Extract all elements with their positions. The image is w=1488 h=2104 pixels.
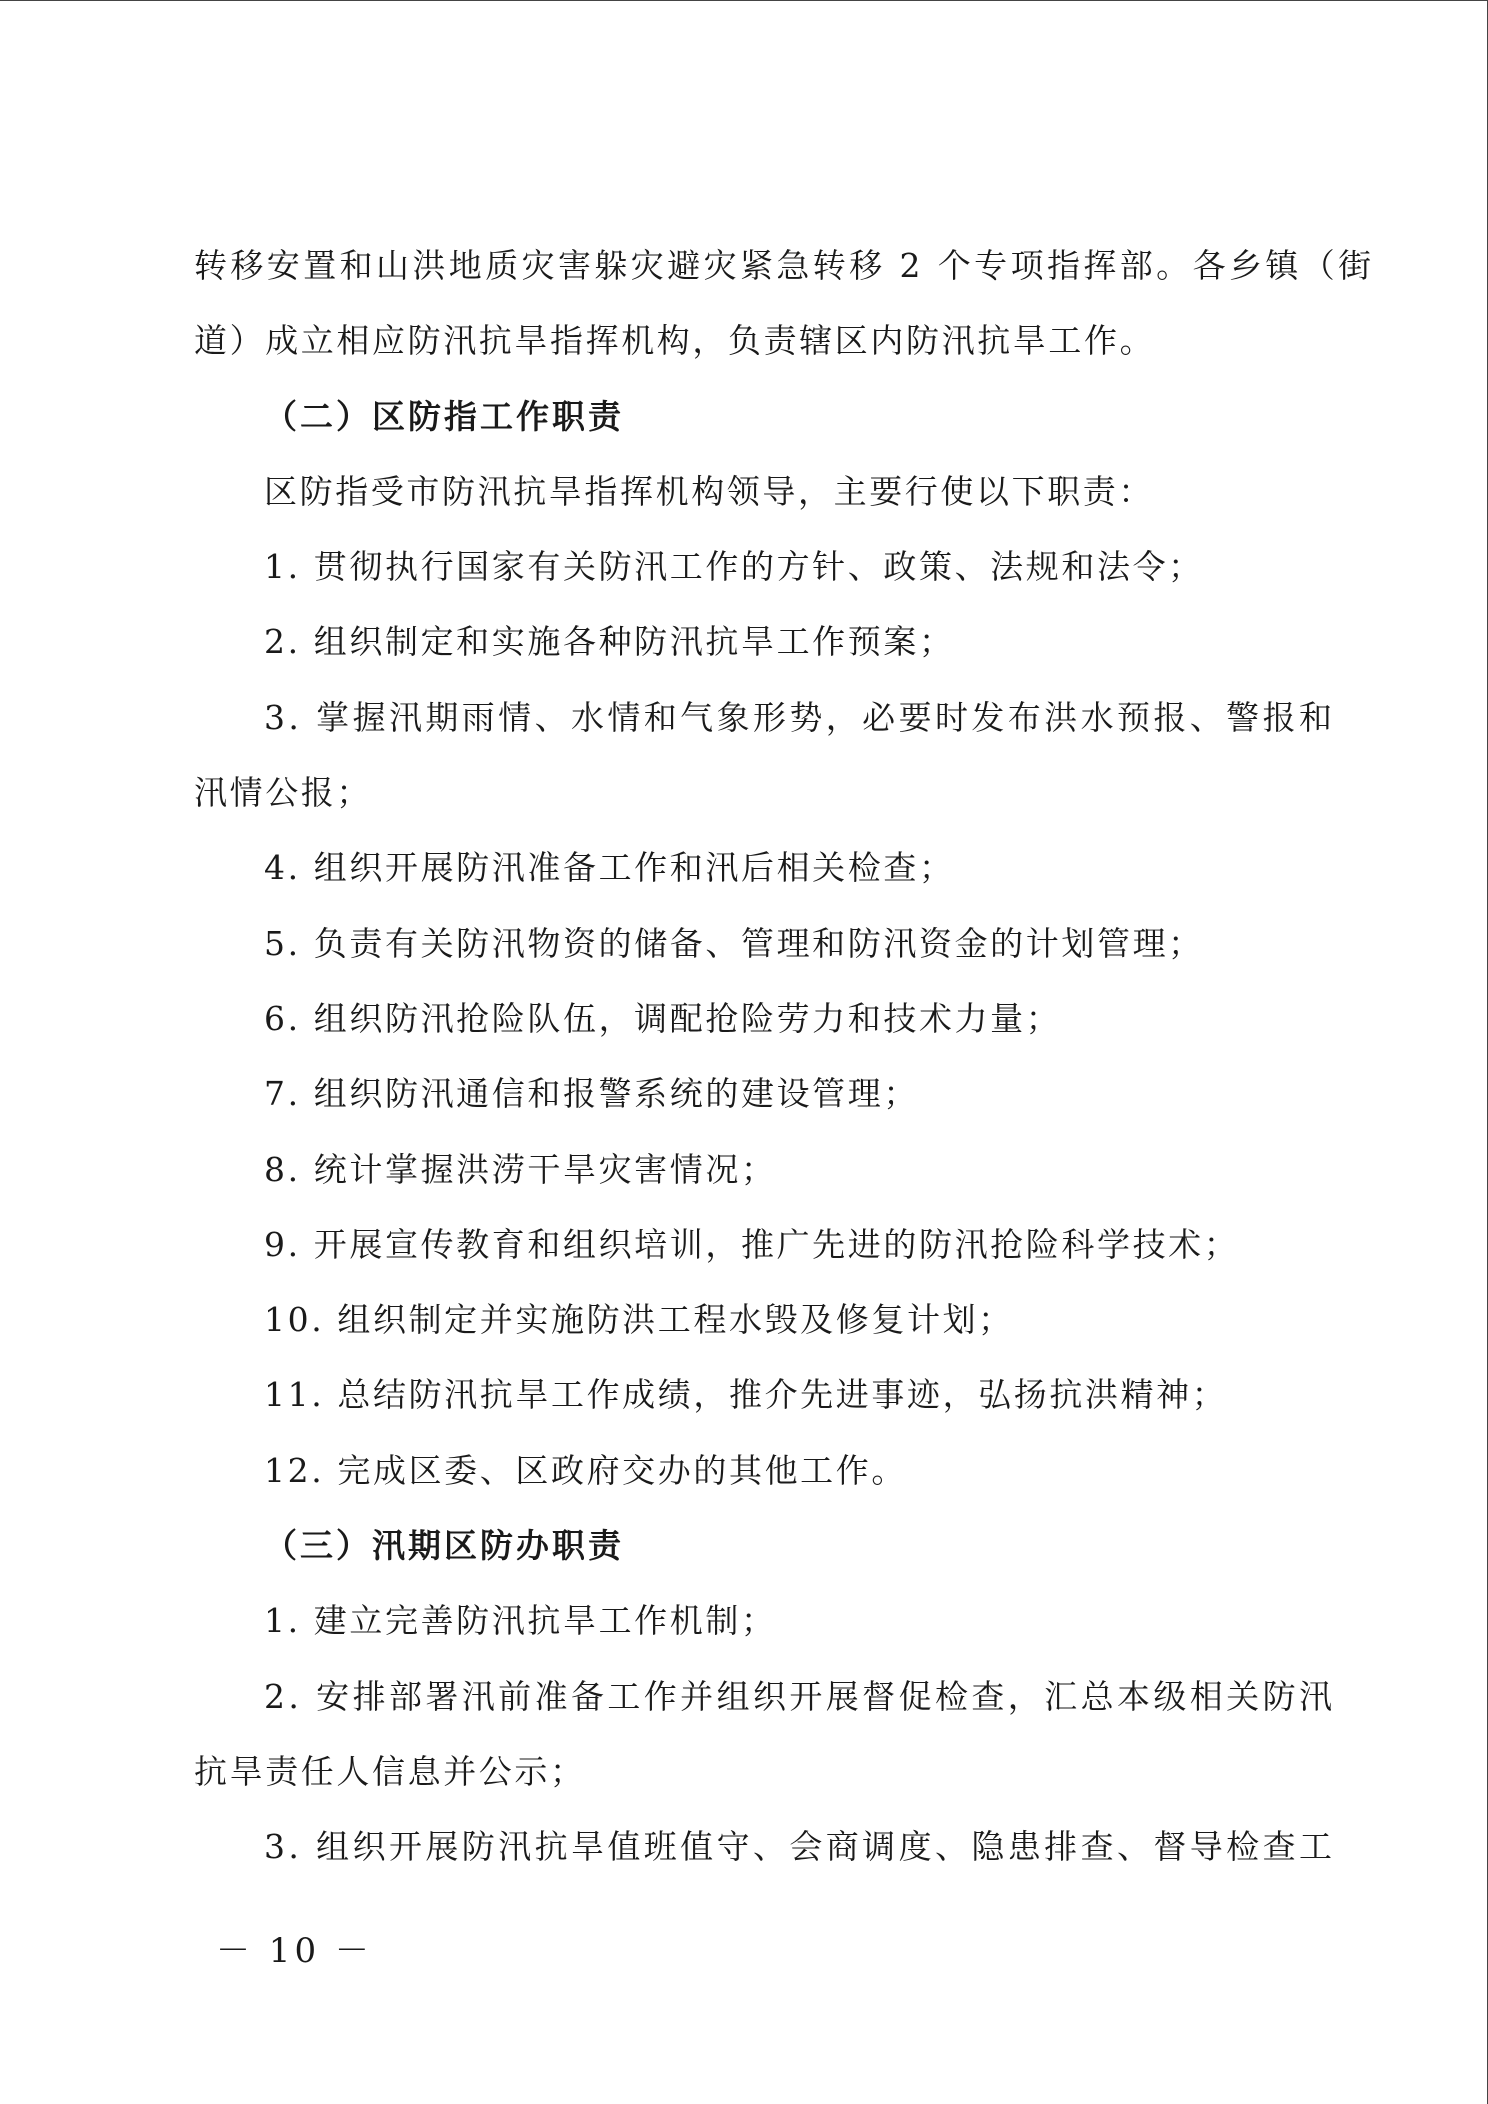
list-item: 10. 组织制定并实施防洪工程水毁及修复计划；: [264, 1300, 1014, 1340]
list-item: 1. 建立完善防汛抗旱工作机制；: [264, 1601, 777, 1641]
body-paragraph-line: 转移安置和山洪地质灾害躲灾避灾紧急转移 2 个专项指挥部。各乡镇（街: [194, 246, 1375, 285]
body-paragraph-line: 区防指受市防汛抗旱指挥机构领导，主要行使以下职责：: [264, 471, 1154, 511]
list-item: 3. 组织开展防汛抗旱值班值守、会商调度、隐患排查、督导检查工: [264, 1827, 1336, 1867]
list-item: 2. 安排部署汛前准备工作并组织开展督促检查，汇总本级相关防汛: [264, 1676, 1336, 1716]
list-item: 5. 负责有关防汛物资的储备、管理和防汛资金的计划管理；: [264, 923, 1204, 963]
page-number: － 10 －: [216, 1931, 373, 1971]
section-heading: （三）汛期区防办职责: [264, 1526, 624, 1566]
list-item: 12. 完成区委、区政府交办的其他工作。: [264, 1450, 907, 1490]
list-item: 3. 掌握汛期雨情、水情和气象形势，必要时发布洪水预报、警报和: [264, 697, 1336, 737]
list-item: 7. 组织防汛通信和报警系统的建设管理；: [264, 1074, 919, 1114]
list-item: 1. 贯彻执行国家有关防汛工作的方针、政策、法规和法令；: [264, 547, 1204, 587]
body-paragraph-line: 道）成立相应防汛抗旱指挥机构，负责辖区内防汛抗旱工作。: [194, 321, 1156, 361]
document-body: [194, 228, 1375, 1885]
list-item: 6. 组织防汛抢险队伍，调配抢险劳力和技术力量；: [264, 998, 1062, 1038]
list-item: 8. 统计掌握洪涝干旱灾害情况；: [264, 1149, 777, 1189]
list-item-continuation: 抗旱责任人信息并公示；: [194, 1751, 586, 1791]
list-item: 9. 开展宣传教育和组织培训，推广先进的防汛抢险科学技术；: [264, 1224, 1240, 1264]
list-item: 2. 组织制定和实施各种防汛抗旱工作预案；: [264, 622, 955, 662]
list-item-continuation: 汛情公报；: [194, 773, 372, 813]
section-heading: （二）区防指工作职责: [264, 396, 624, 436]
list-item: 11. 总结防汛抗旱工作成绩，推介先进事迹，弘扬抗洪精神；: [264, 1375, 1228, 1415]
list-item: 4. 组织开展防汛准备工作和汛后相关检查；: [264, 848, 955, 888]
